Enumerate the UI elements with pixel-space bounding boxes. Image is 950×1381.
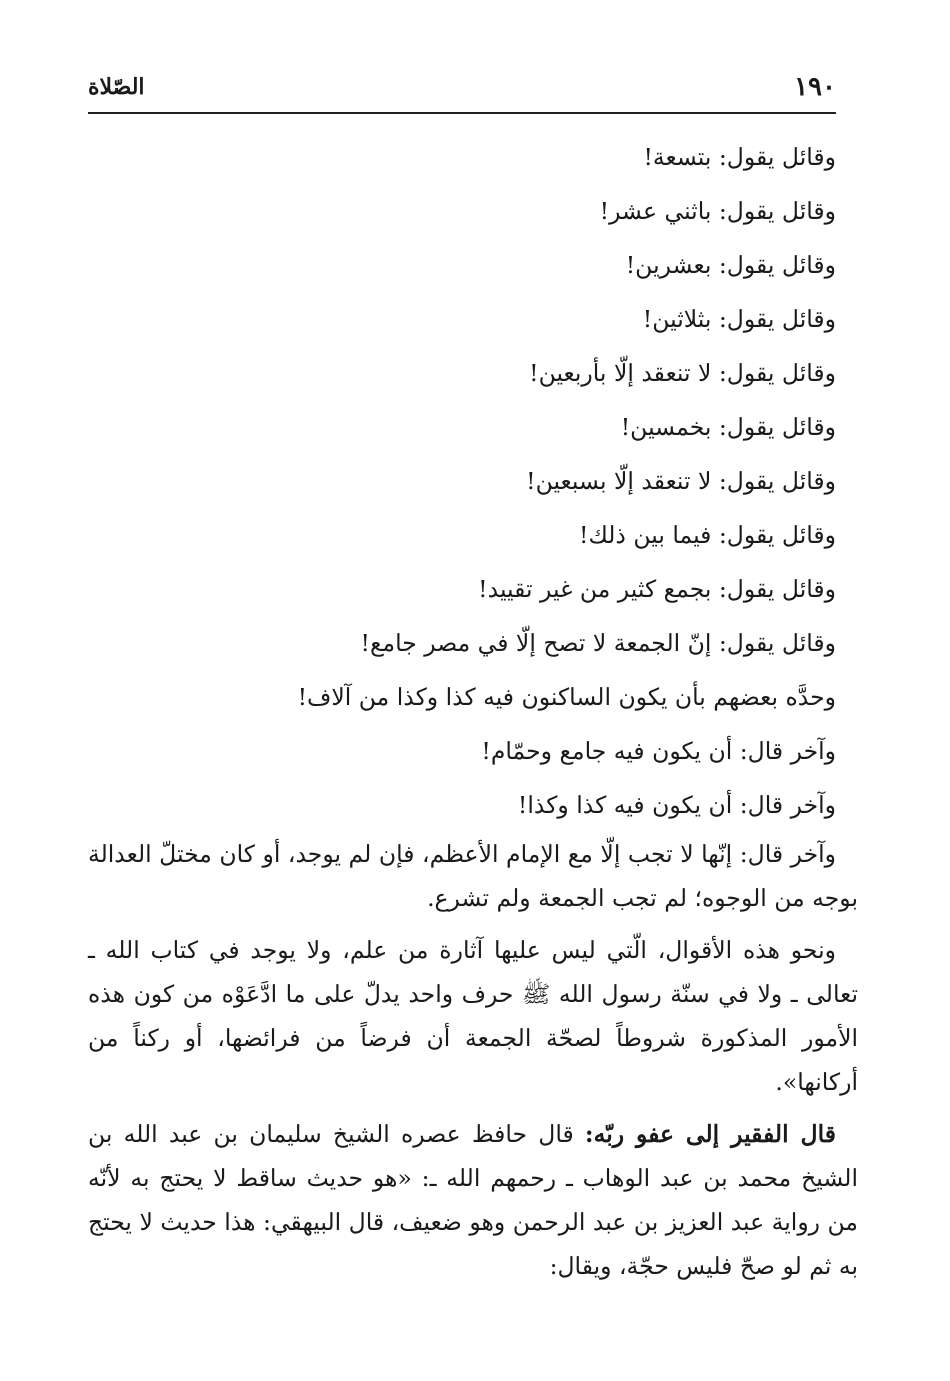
- text-line: وقائل يقول: بعشرين!: [625, 251, 836, 279]
- text-line: وحدَّه بعضهم بأن يكون الساكنون فيه كذا وكذا من آلاف!: [297, 683, 836, 711]
- text-line: وآخر قال: أن يكون فيه كذا وكذا!: [517, 791, 836, 819]
- text-line: وقائل يقول: بجمع كثير من غير تقييد!: [478, 575, 836, 603]
- text-line: وقائل يقول: إنّ الجمعة لا تصح إلّا في مصر جامع!: [360, 629, 836, 657]
- running-title: الصّلاة: [88, 74, 145, 100]
- paragraph-text: قال حافظ عصره الشيخ سليمان بن عبد الله بن الشيخ محمد بن عبد الوهاب ـ رحمهم الله ـ: «هو حديث ساقط لا يحتج به لأنّه من رواية عبد العزيز بن عبد الرحمن وهو ضعيف، قال البيهقي: هذا حديث لا يحتج به ثم لو صحّ فليس حجّة، ويقال:: [88, 1120, 858, 1280]
- text-line: وقائل يقول: باثني عشر!: [599, 197, 836, 225]
- page-header: [88, 68, 836, 114]
- page-body: [88, 130, 858, 1288]
- paragraph: وآخر قال: إنّها لا تجب إلّا مع الإمام الأعظم، فإن لم يوجد، أو كان مختلّ العدالة بوجه من الوجوه؛ لم تجب الجمعة ولم تشرع.: [88, 840, 858, 912]
- text-line: وقائل يقول: بخمسين!: [620, 413, 836, 441]
- paragraph: ونحو هذه الأقوال، الّتي ليس عليها آثارة من علم، ولا يوجد في كتاب الله ـ تعالى ـ ولا في سنّة رسول الله ﷺ حرف واحد يدلّ على ما ادَّعَوْه من كون هذه الأمور المذكورة شروطاً لصحّة الجمعة أن فرضاً من فرائضها، أو ركناً من أركانها».: [88, 936, 858, 1096]
- text-line: وقائل يقول: بثلاثين!: [642, 305, 836, 333]
- page-number: ١٩٠: [794, 72, 836, 102]
- text-line: وقائل يقول: فيما بين ذلك!: [579, 521, 836, 549]
- text-line: وقائل يقول: لا تنعقد إلّا بأربعين!: [529, 359, 836, 387]
- text-line: وقائل يقول: بتسعة!: [643, 143, 836, 171]
- text-line: وآخر قال: أن يكون فيه جامع وحمّام!: [481, 737, 836, 765]
- author-lead-in: قال الفقير إلى عفو ربّه:: [584, 1120, 836, 1148]
- text-line: وقائل يقول: لا تنعقد إلّا بسبعين!: [526, 467, 836, 495]
- paragraph: [88, 1112, 858, 1288]
